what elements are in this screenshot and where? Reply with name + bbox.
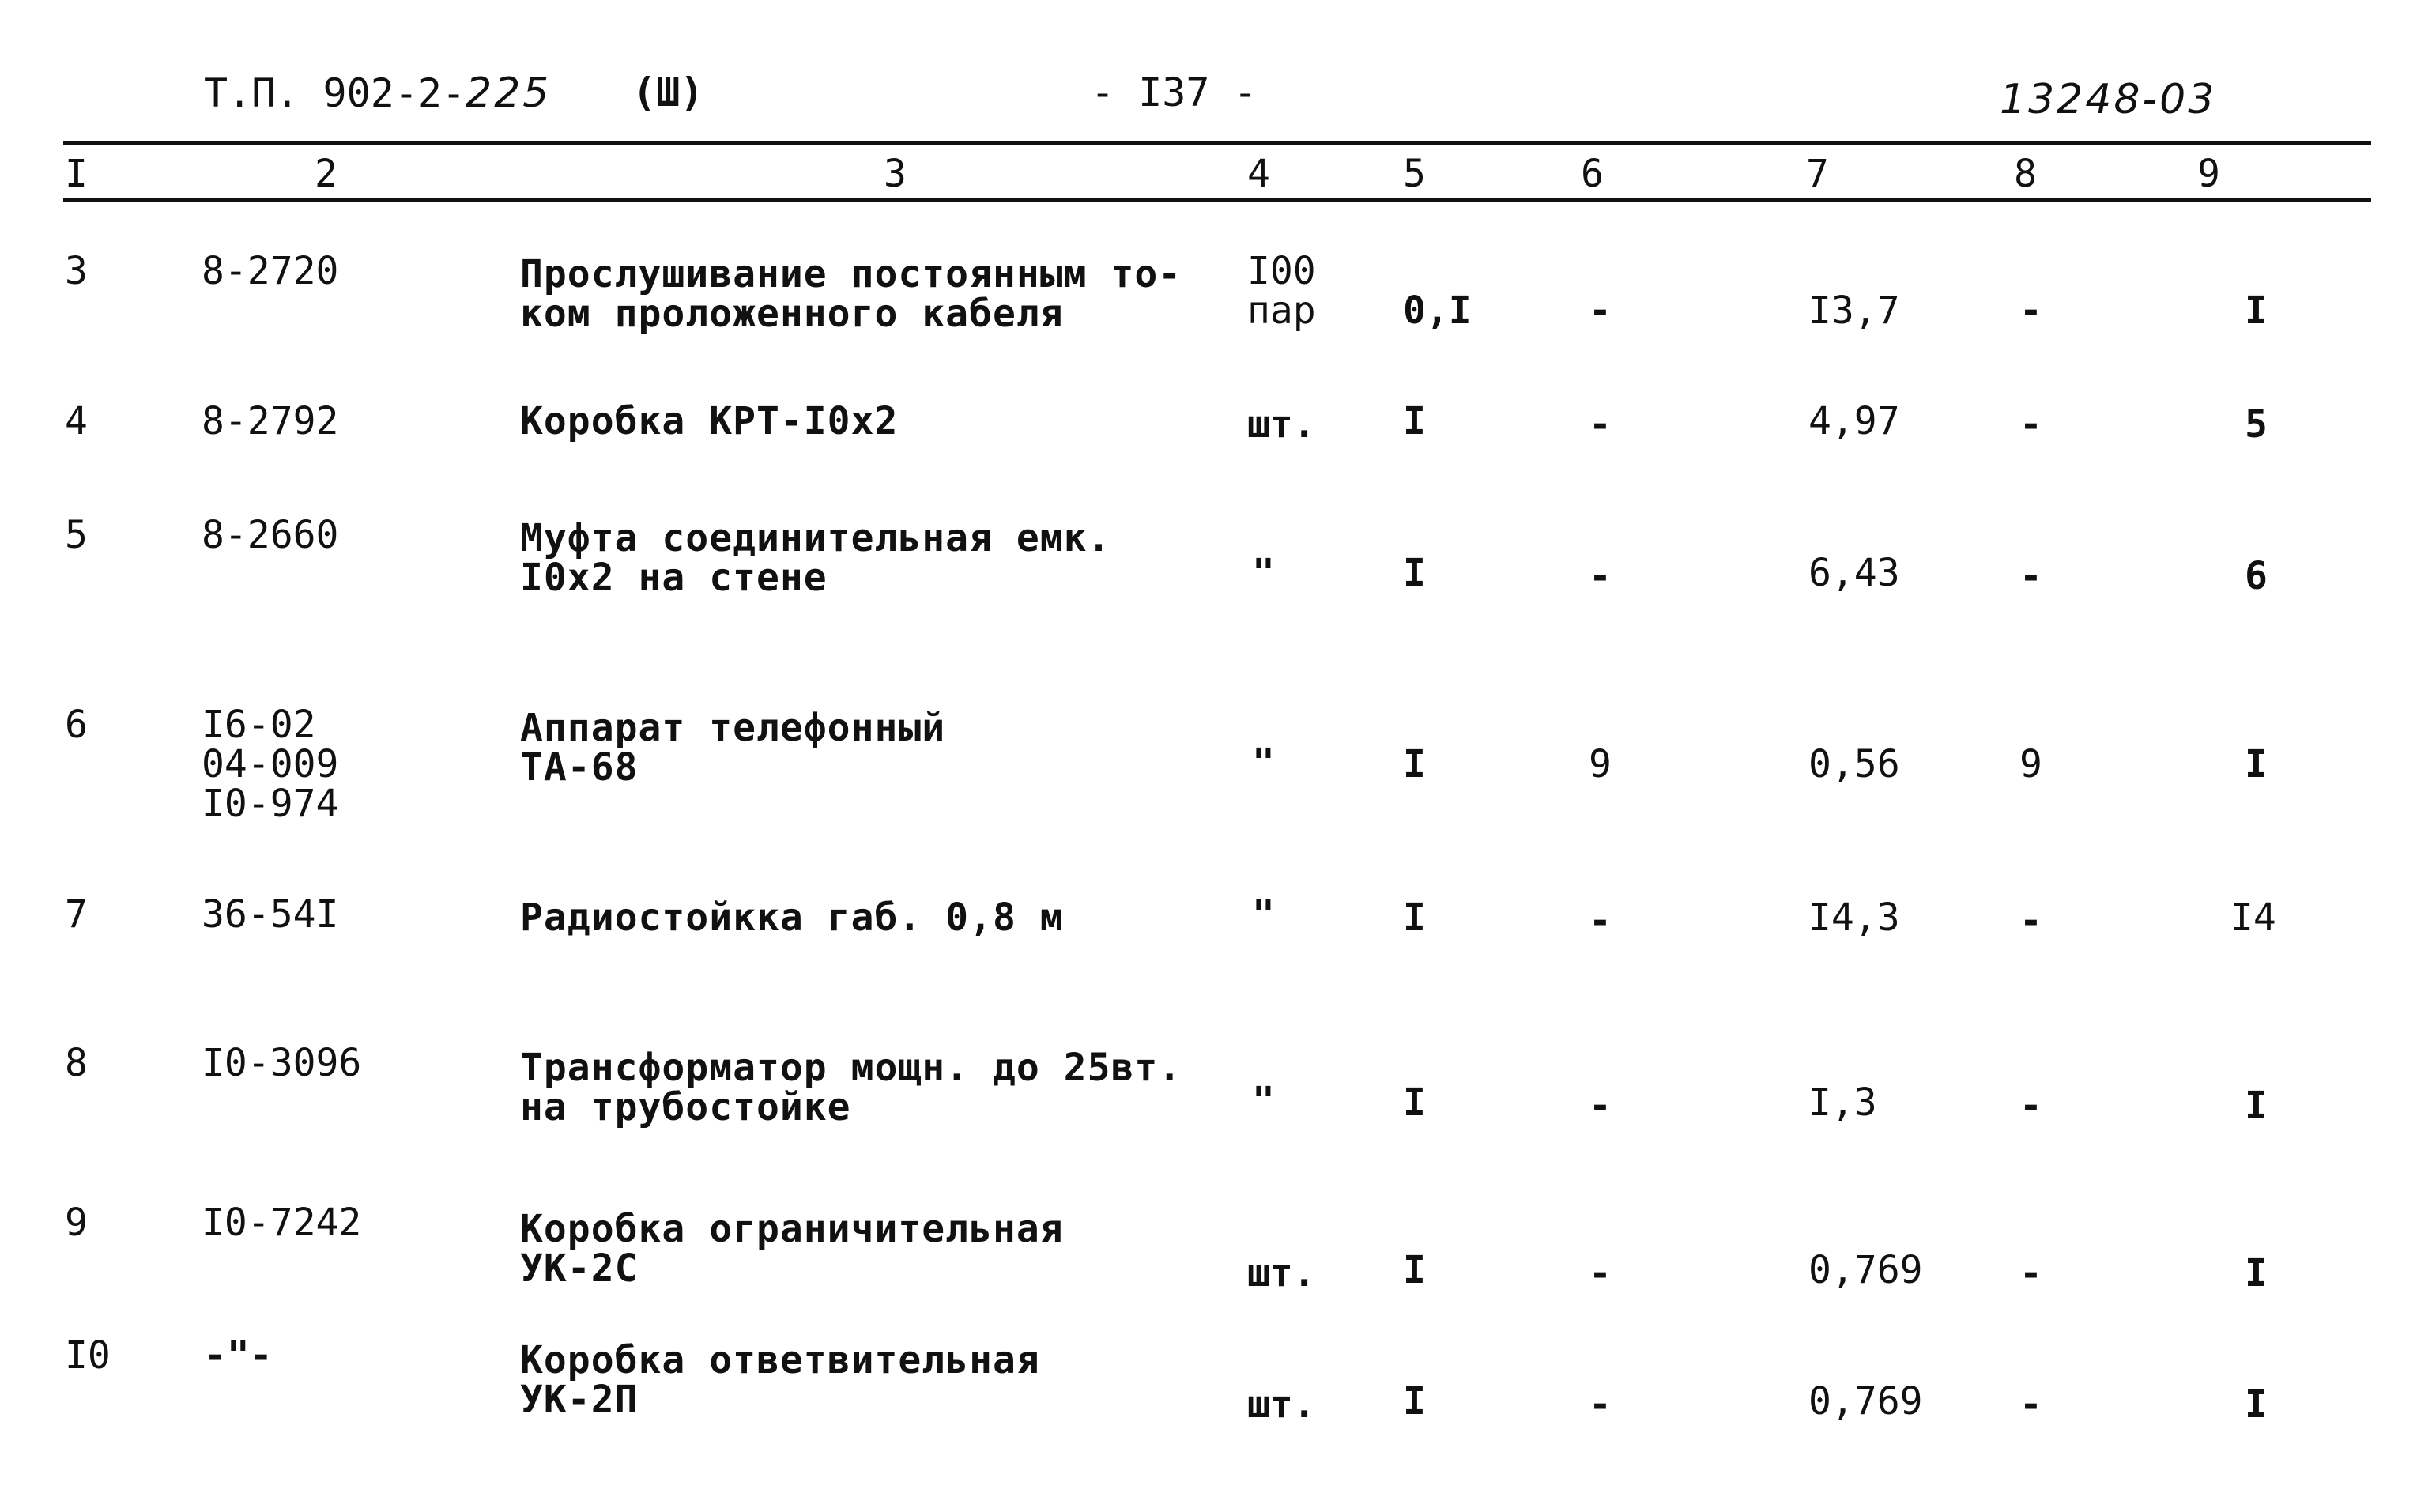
col7-value: I4,3 [1808, 896, 1900, 940]
work-description: Коробка ограничительная УК-2С [520, 1207, 1064, 1291]
col6-value: - [1589, 1251, 1612, 1295]
col8-value: - [2019, 1251, 2042, 1295]
quantity: I [1403, 1248, 1426, 1292]
col6-value: - [1589, 1382, 1612, 1427]
col6-value: - [1589, 554, 1612, 598]
unit: " [1252, 741, 1275, 785]
row-number: 7 [65, 892, 88, 937]
column-number: 7 [1806, 152, 1829, 196]
norm-code: I0-3096 [202, 1041, 362, 1085]
page-number: - I37 - [1091, 70, 1258, 115]
quantity: I [1403, 742, 1426, 786]
column-number: 6 [1581, 152, 1604, 196]
col8-value: - [2019, 402, 2042, 447]
col7-value: I3,7 [1808, 288, 1900, 333]
col7-value: 0,56 [1808, 742, 1900, 786]
unit: " [1252, 551, 1275, 595]
col8-value: - [2019, 1084, 2042, 1128]
unit: " [1252, 892, 1275, 937]
column-number: 3 [884, 152, 907, 196]
quantity: I [1403, 1379, 1426, 1423]
top-rule [63, 141, 2371, 145]
column-number: 4 [1247, 152, 1270, 196]
unit: шт. [1247, 1382, 1316, 1427]
work-description: Коробка КРТ-I0х2 [520, 399, 899, 443]
doc-code: Т.П. 902-2-225 [204, 70, 552, 117]
row-number: 3 [65, 249, 88, 293]
col6-value: - [1589, 1084, 1612, 1128]
header-rule [63, 198, 2371, 202]
row-number: 9 [65, 1201, 88, 1245]
unit: I00 пар [1247, 249, 1316, 333]
col8-value: 9 [2019, 742, 2042, 786]
norm-code: 8-2660 [202, 513, 339, 557]
col9-value: I [2245, 1251, 2268, 1295]
column-number: I [65, 152, 88, 196]
col7-value: 0,769 [1808, 1248, 1923, 1292]
col7-value: 4,97 [1808, 399, 1900, 443]
col9-value: I [2245, 1084, 2268, 1128]
quantity: I [1403, 399, 1426, 443]
column-number: 9 [2197, 152, 2220, 196]
row-number: 4 [65, 399, 88, 443]
norm-code: 8-2720 [202, 249, 339, 293]
work-description: Трансформатор мощн. до 25вт. на трубостойке [520, 1046, 1182, 1129]
row-number: 5 [65, 513, 88, 557]
col9-value: I [2245, 742, 2268, 786]
column-number: 2 [315, 152, 337, 196]
col7-value: 0,769 [1808, 1379, 1923, 1423]
section-mark: (Ш) [632, 70, 704, 115]
quantity: I [1403, 1080, 1426, 1125]
work-description: Прослушивание постоянным то- ком проложенного кабеля [520, 252, 1182, 336]
work-description: Радиостойкка габ. 0,8 м [520, 896, 1064, 940]
column-number: 8 [2014, 152, 2037, 196]
quantity: 0,I [1403, 288, 1472, 333]
col8-value: - [2019, 288, 2042, 333]
col9-value: I [2245, 1382, 2268, 1427]
col6-value: - [1589, 288, 1612, 333]
norm-code: -"- [204, 1333, 273, 1378]
work-description: Аппарат телефонный ТА-68 [520, 706, 946, 790]
col7-value: I,3 [1808, 1080, 1877, 1125]
norm-code: 8-2792 [202, 399, 339, 443]
norm-code: I0-7242 [202, 1201, 362, 1245]
work-description: Коробка ответвительная УК-2П [520, 1338, 1040, 1422]
quantity: I [1403, 896, 1426, 940]
unit: шт. [1247, 402, 1316, 447]
col9-value: 6 [2245, 554, 2268, 598]
norm-code: I6-02 04-009 I0-974 [202, 703, 339, 826]
column-number: 5 [1403, 152, 1426, 196]
col9-value: I [2245, 288, 2268, 333]
work-description: Муфта соединительная емк. I0х2 на стене [520, 516, 1111, 600]
col9-value: 5 [2245, 402, 2268, 447]
col8-value: - [2019, 1382, 2042, 1427]
doc-code-handwritten: 225 [466, 70, 552, 117]
col9-value: I4 [2230, 896, 2276, 940]
col6-value: - [1589, 402, 1612, 447]
col6-value: 9 [1589, 742, 1612, 786]
col8-value: - [2019, 554, 2042, 598]
row-number: 8 [65, 1041, 88, 1085]
col6-value: - [1589, 899, 1612, 943]
norm-code: 36-54I [202, 892, 339, 937]
unit: шт. [1247, 1251, 1316, 1295]
col8-value: - [2019, 899, 2042, 943]
archive-number: 13248-03 [2000, 76, 2217, 123]
row-number: I0 [65, 1333, 111, 1378]
unit: " [1252, 1079, 1275, 1123]
row-number: 6 [65, 703, 88, 747]
quantity: I [1403, 551, 1426, 595]
col7-value: 6,43 [1808, 551, 1900, 595]
